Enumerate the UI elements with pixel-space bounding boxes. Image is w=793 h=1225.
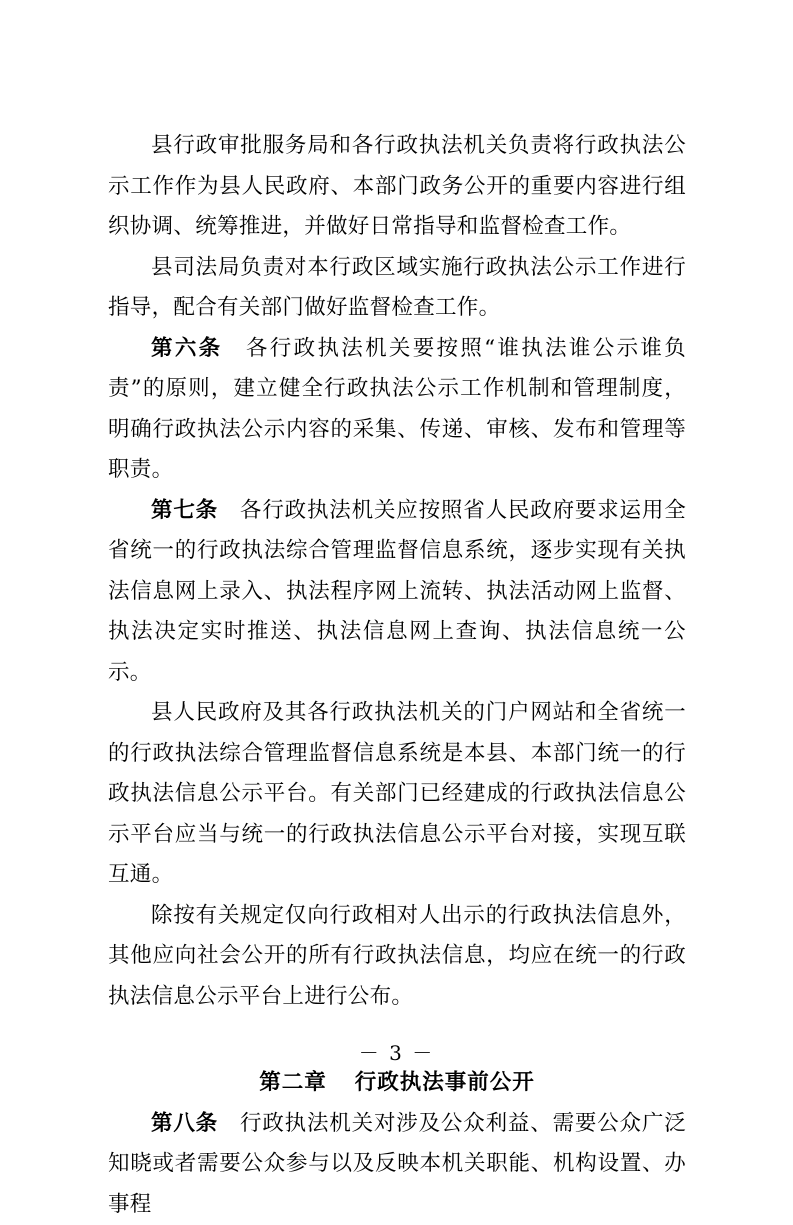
paragraph-2 <box>108 248 686 329</box>
paragraph-text-6: 除按有关规定仅向行政相对人出示的行政执法信息外，其他应向社会公开的所有行政执法信息，均应在统一的行政执法信息公示平台上进行公布。 <box>108 903 686 1009</box>
chapter-number: 第二章 <box>259 1070 327 1095</box>
paragraph-text-3: 各行政执法机关要按照“谁执法谁公示谁负责”的原则，建立健全行政执法公示工作机制和管理制度，明确行政执法公示内容的采集、传递、审核、发布和管理等职责。 <box>108 336 686 483</box>
page-number: － 3 － <box>0 1037 793 1066</box>
article-label-7: 第七条 <box>151 498 218 523</box>
paragraph-5 <box>108 693 686 896</box>
paragraph-4 <box>108 491 686 694</box>
paragraph-1 <box>108 126 686 248</box>
paragraph-text-5: 县人民政府及其各行政执法机关的门户网站和全省统一的行政执法综合管理监督信息系统是本县、本部门统一的行政执法信息公示平台。有关部门已经建成的行政执法信息公示平台应当与统一的行政执法信息公示平台对接，实现互联互通。 <box>108 700 686 887</box>
paragraph-3 <box>108 329 686 491</box>
chapter-heading <box>108 1063 686 1104</box>
paragraph-text-7: 行政执法机关对涉及公众利益、需要公众广泛知晓或者需要公众参与以及反映本机关职能、机构设置、办事程 <box>108 1111 686 1217</box>
paragraph-6 <box>108 896 686 1018</box>
article-label-6: 第六条 <box>151 336 222 361</box>
paragraph-text-2: 县司法局负责对本行政区域实施行政执法公示工作进行指导，配合有关部门做好监督检查工作。 <box>108 255 686 321</box>
paragraph-7 <box>108 1104 686 1225</box>
article-label-8: 第八条 <box>151 1111 218 1136</box>
chapter-title: 行政执法事前公开 <box>355 1070 535 1095</box>
paragraph-text-4: 各行政执法机关应按照省人民政府要求运用全省统一的行政执法综合管理监督信息系统，逐步实现有关执法信息网上录入、执法程序网上流转、执法活动网上监督、执法决定实时推送、执法信息网上查询、执法信息统一公示。 <box>108 498 686 685</box>
paragraph-text-1: 县行政审批服务局和各行政执法机关负责将行政执法公示工作作为县人民政府、本部门政务公开的重要内容进行组织协调、统筹推进，并做好日常指导和监督检查工作。 <box>108 133 686 239</box>
